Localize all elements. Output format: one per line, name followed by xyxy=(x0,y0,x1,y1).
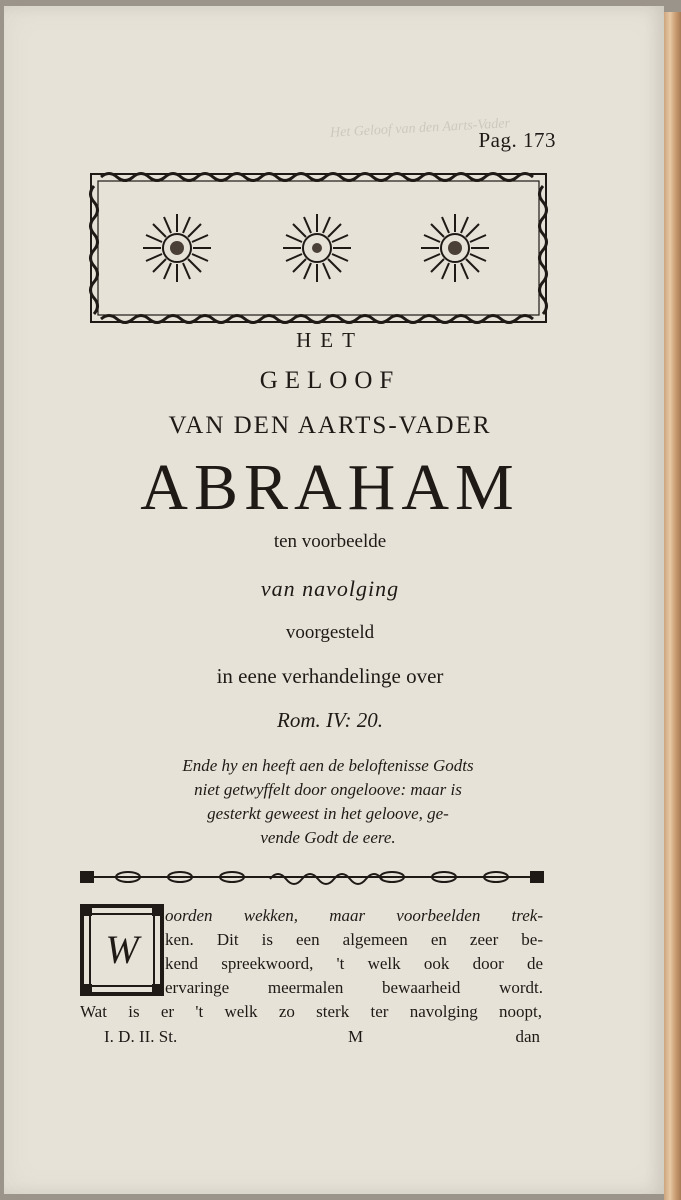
body-line: oorden wekken, maar voorbeelden trek- xyxy=(165,906,543,925)
title-voorgesteld: voorgesteld xyxy=(285,622,375,643)
sheet-mark: M xyxy=(348,1027,364,1046)
body-line-full-width: Wat is er 't welk zo sterk ter navolging noopt, xyxy=(80,1002,542,1021)
title-van-navolging: van navolging xyxy=(260,576,400,601)
sun-ornament-left xyxy=(143,214,211,282)
body-line: ken. Dit is een algemeen en zeer be- xyxy=(165,930,543,949)
scripture-line: gesterkt geweest in het geloove, ge- xyxy=(207,804,449,823)
title-het: HET xyxy=(296,328,364,352)
scripture-line: Ende hy en heeft aen de beloftenisse Godts xyxy=(182,756,474,775)
divider-ornament xyxy=(80,866,544,888)
page-number: Pag. 173 xyxy=(478,128,556,152)
title-van-den-aarts-vader: VAN DEN AARTS-VADER xyxy=(168,412,492,439)
scripture-quote xyxy=(108,754,548,850)
sun-ornament-center xyxy=(283,214,351,282)
headpiece-ornament xyxy=(85,168,552,328)
title-scripture-reference: Rom. IV: 20. xyxy=(277,708,383,732)
title-ten-voorbeelde: ten voorbeelde xyxy=(273,531,387,552)
body-line: ervaringe meermalen bewaarheid wordt. xyxy=(165,978,543,997)
body-line: kend spreekwoord, 't welk ook door de xyxy=(165,954,543,973)
sun-ornament-right xyxy=(421,214,489,282)
body-paragraph xyxy=(165,904,543,1000)
scripture-line: vende Godt de eere. xyxy=(260,828,396,847)
title-verhandelinge: in eene verhandelinge over xyxy=(216,664,444,688)
scripture-line: niet getwyffelt door ongeloove: maar is xyxy=(194,780,462,799)
page-edge xyxy=(664,12,681,1200)
catchword: dan xyxy=(515,1027,540,1046)
title-abraham: ABRAHAM xyxy=(140,451,520,524)
title-geloof: GELOOF xyxy=(259,367,401,394)
bleed-through-running-head: Het Geloof van den Aarts-Vader xyxy=(329,116,511,141)
drop-cap-letter: W xyxy=(105,927,139,972)
signature-mark: I. D. II. St. xyxy=(104,1027,178,1046)
